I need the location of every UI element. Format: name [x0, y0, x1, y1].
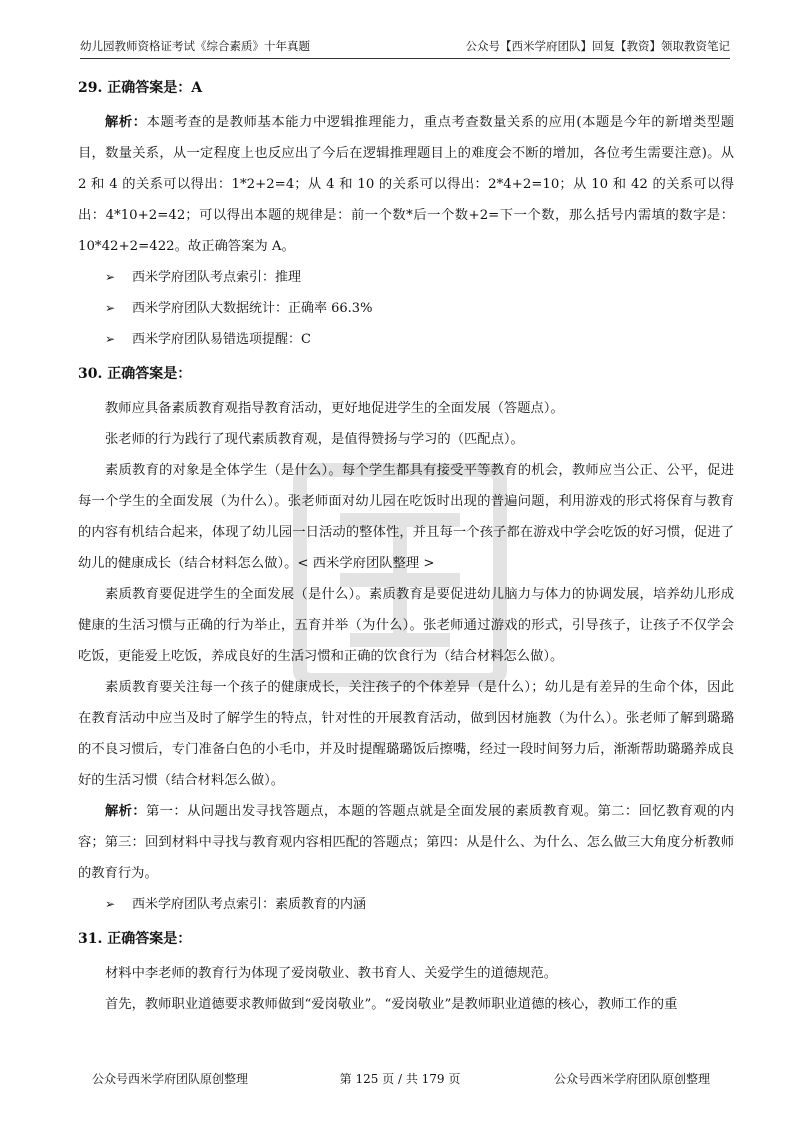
q30-heading: 30. 正确答案是：: [78, 366, 192, 382]
q30-bullet-text: 西米学府团队考点索引：素质教育的内涵: [132, 897, 367, 912]
page-number: 第 125 页 / 共 179 页: [339, 1072, 461, 1086]
q30-analysis-label: 解析：: [105, 804, 147, 819]
q29-bullet: [78, 293, 734, 324]
question-31: [78, 929, 734, 1020]
q31-paragraph: 材料中李老师的教育行为体现了爱岗敬业、教书育人、关爱学生的道德规范。: [105, 966, 558, 981]
q31-paragraph: 首先，教师职业道德要求教师做到“爱岗敬业”。“爱岗敬业”是教师职业道德的核心，教师工作的重: [105, 997, 678, 1012]
q30-analysis-text: 第一：从问题出发寻找答题点，本题的答题点就是全面发展的素质教育观。第二：回忆教育观的内容；第三：回到材料中寻找与教育观内容相匹配的答题点；第四：从是什么、为什么、怎么做三大角度分析教师的教育行为。: [78, 804, 734, 881]
q30-paragraph: 教师应具备素质教育观指导教育活动，更好地促进学生的全面发展（答题点）。: [105, 401, 564, 416]
footer-right: 公众号西米学府团队原创整理: [553, 1072, 710, 1086]
arrow-bullet-icon: ➢: [105, 897, 116, 911]
q30-analysis: [78, 796, 734, 889]
header-promo: 公众号【西米学府团队】回复【教资】领取教资笔记: [465, 39, 730, 53]
q29-bullet-text: 西米学府团队考点索引：推理: [132, 270, 302, 285]
q29-analysis-label: 解析：: [105, 115, 147, 130]
page-footer: [0, 1069, 800, 1089]
page-content: [78, 78, 734, 1020]
q30-paragraph: 素质教育的对象是全体学生（是什么）。每个学生都具有接受平等教育的机会，教师应当公正、公平，促进每一个学生的全面发展（为什么）。张老师面对幼儿园在吃饭时出现的普遍问题，利用游戏的形式将保育与教育的内容有机结合起来，体现了幼儿园一日活动的整体性，并且每一个孩子都在游戏中学会吃饭的好习惯，促进了幼儿的健康成长（结合材料怎么做）。< 西米学府团队整理 >: [78, 463, 734, 571]
q30-bullet: [78, 889, 734, 920]
q31-heading: 31. 正确答案是：: [78, 931, 192, 947]
q29-bullet-text: 西米学府团队大数据统计：正确率 66.3%: [132, 301, 373, 316]
question-29: [78, 78, 734, 355]
q30-paragraph: 张老师的行为践行了现代素质教育观，是值得赞扬与学习的（匹配点）。: [105, 432, 524, 447]
q29-analysis-text: 本题考查的是教师基本能力中逻辑推理能力，重点考查数量关系的应用(本题是今年的新增类型题目，数量关系，从一定程度上也反应出了今后在逻辑推理题目上的难度会不断的增加，各位考生需要注意)。从 2 和 4 的关系可以得出：1*2+2=4；从 4 和 10 的关系可以得出：2*4+2=10；从 10 和 42 的关系可以得出：4*10+2=42；可以得出本题的规律是：前一个数*后一个数+2=下一个数，那么括号内需填的数字是：10*42+2=422。故正确答案为 A。: [78, 115, 735, 254]
q29-bullet: [78, 262, 734, 293]
q29-analysis: [78, 107, 734, 262]
arrow-bullet-icon: ➢: [105, 332, 116, 346]
page-header: [80, 36, 730, 59]
q30-paragraph: 素质教育要关注每一个孩子的健康成长，关注孩子的个体差异（是什么）；幼儿是有差异的生命个体，因此在教育活动中应当及时了解学生的特点，针对性的开展教育活动，做到因材施教（为什么）。张老师了解到璐璐的不良习惯后，专门准备白色的小毛巾，并及时提醒璐璐饭后擦嘴，经过一段时间努力后，渐渐帮助璐璐养成良好的生活习惯（结合材料怎么做）。: [78, 680, 734, 788]
q29-bullet-text: 西米学府团队易错选项提醒：C: [132, 332, 311, 347]
header-book-title: 幼儿园教师资格证考试《综合素质》十年真题: [80, 39, 310, 53]
arrow-bullet-icon: ➢: [105, 301, 116, 315]
arrow-bullet-icon: ➢: [105, 270, 116, 284]
q29-bullet: [78, 324, 734, 355]
footer-left: 公众号西米学府团队原创整理: [92, 1072, 249, 1086]
question-30: [78, 364, 734, 920]
q30-paragraph: 素质教育要促进学生的全面发展（是什么）。素质教育是要促进幼儿脑力与体力的协调发展，培养幼儿形成健康的生活习惯与正确的行为举止，五育并举（为什么）。张老师通过游戏的形式，引导孩子，让孩子不仅学会吃饭，更能爱上吃饭，养成良好的生活习惯和正确的饮食行为（结合材料怎么做）。: [78, 587, 734, 664]
q29-heading: 29. 正确答案是：A: [78, 80, 203, 96]
